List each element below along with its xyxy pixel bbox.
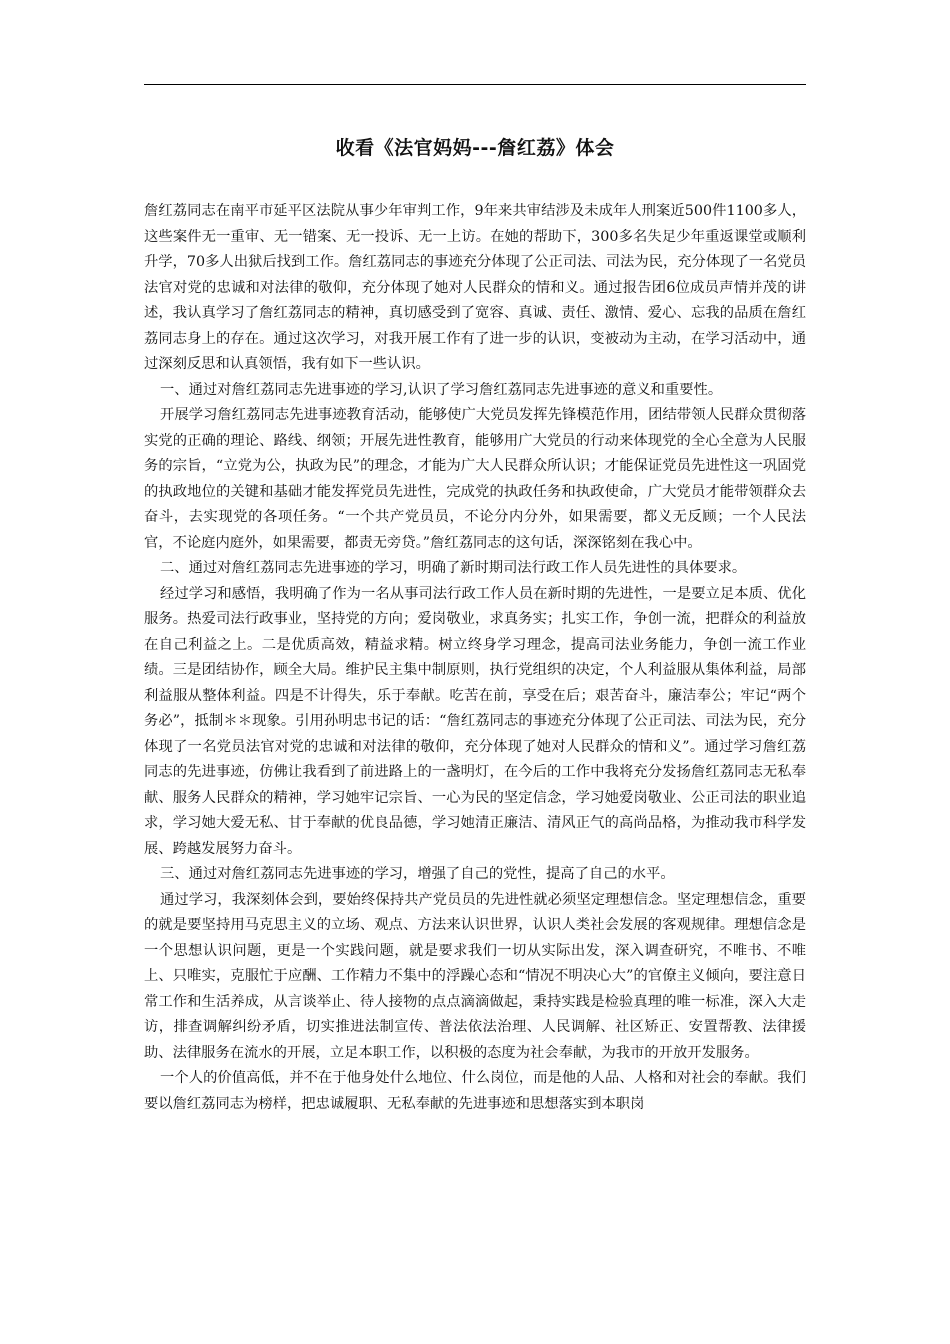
- header-rule: [144, 84, 806, 85]
- body-paragraph-1: 开展学习詹红荔同志先进事迹教育活动，能够使广大党员发挥先锋模范作用，团结带领人民群众贯彻落实党的正确的理论、路线、纲领；开展先进性教育，能够用广大党员的行动来体现党的全心全意为人民服务的宗旨，“立党为公，执政为民”的理念，才能为广大人民群众所认识；才能保证党员先进性这一巩固党的执政地位的关键和基础才能发挥党员先进性，完成党的执政任务和执政使命，广大党员才能带领群众去奋斗，去实现党的各项任务。“一个共产党员员，不论分内分外，如果需要，都义无反顾；一个人民法官，不论庭内庭外，如果需要，都责无旁贷。”詹红荔同志的这句话，深深铭刻在我心中。: [144, 407, 806, 551]
- body-paragraph-intro: 詹红荔同志在南平市延平区法院从事少年审判工作，9年来共审结涉及未成年人刑案近500件1100多人，这些案件无一重审、无一错案、无一投诉、无一上访。在她的帮助下，300多名失足少年重返课堂或顺利升学，70多人出狱后找到工作。詹红荔同志的事迹充分体现了公正司法、司法为民，充分体现了一名党员法官对党的忠诚和对法律的敬仰，充分体现了她对人民群众的情和义。通过报告团6位成员声情并茂的讲述，我认真学习了詹红荔同志的精神，真切感受到了宽容、真诚、责任、激情、爱心、忘我的品质在詹红荔同志身上的存在。通过这次学习，对我开展工作有了进一步的认识，变被动为主动，在学习活动中，通过深刻反思和认真领悟，我有如下一些认识。: [144, 203, 806, 372]
- section-heading-3: 三、通过对詹红荔同志先进事迹的学习，增强了自己的党性，提高了自己的水平。: [160, 866, 675, 882]
- body-paragraph-4: 一个人的价值高低，并不在于他身处什么地位、什么岗位，而是他的人品、人格和对社会的奉献。我们要以詹红荔同志为榜样，把忠诚履职、无私奉献的先进事迹和思想落实到本职岗: [144, 1070, 806, 1112]
- body-paragraph-3: 通过学习，我深刻体会到，要始终保持共产党员员的先进性就必须坚定理想信念。坚定理想信念，重要的就是要坚持用马克思主义的立场、观点、方法来认识世界，认识人类社会发展的客观规律。理想信念是一个思想认识问题，更是一个实践问题，就是要求我们一切从实际出发，深入调查研究，不唯书、不唯上、只唯实，克服忙于应酬、工作精力不集中的浮躁心态和“情况不明决心大”的官僚主义倾向，要注意日常工作和生活养成，从言谈举止、待人接物的点点滴滴做起，秉持实践是检验真理的唯一标准，深入大走访，排查调解纠纷矛盾，切实推进法制宣传、普法依法治理、人民调解、社区矫正、安置帮教、法律援助、法律服务在流水的开展，立足本职工作，以积极的态度为社会奉献，为我市的开放开发服务。: [144, 891, 806, 1061]
- document-title: 收看《法官妈妈---詹红荔》体会: [335, 137, 615, 159]
- document-body: [144, 199, 806, 1117]
- section-heading-2: 二、通过对詹红荔同志先进事迹的学习，明确了新时期司法行政工作人员先进性的具体要求。: [160, 560, 747, 576]
- body-paragraph-2: 经过学习和感悟，我明确了作为一名从事司法行政工作人员在新时期的先进性，一是要立足本质、优化服务。热爱司法行政事业，坚持党的方向；爱岗敬业，求真务实；扎实工作，争创一流，把群众的利益放在自己利益之上。二是优质高效，精益求精。树立终身学习理念，提高司法业务能力，争创一流工作业绩。三是团结协作，顾全大局。维护民主集中制原则，执行党组织的决定，个人利益服从集体利益，局部利益服从整体利益。四是不计得失，乐于奉献。吃苦在前，享受在后；艰苦奋斗，廉洁奉公；牢记“两个务必”，抵制＊＊现象。引用孙明忠书记的话：“詹红荔同志的事迹充分体现了公正司法、司法为民，充分体现了一名党员法官对党的忠诚和对法律的敬仰，充分体现了她对人民群众的情和义”。通过学习詹红荔同志的先进事迹，仿佛让我看到了前进路上的一盏明灯，在今后的工作中我将充分发扬詹红荔同志无私奉献、服务人民群众的精神，学习她牢记宗旨、一心为民的坚定信念，学习她爱岗敬业、公正司法的职业追求，学习她大爱无私、甘于奉献的优良品德，学习她清正廉洁、清风正气的高尚品格，为推动我市科学发展、跨越发展努力奋斗。: [144, 585, 806, 857]
- section-heading-1: 一、通过对詹红荔同志先进事迹的学习,认识了学习詹红荔同志先进事迹的意义和重要性。: [160, 381, 723, 398]
